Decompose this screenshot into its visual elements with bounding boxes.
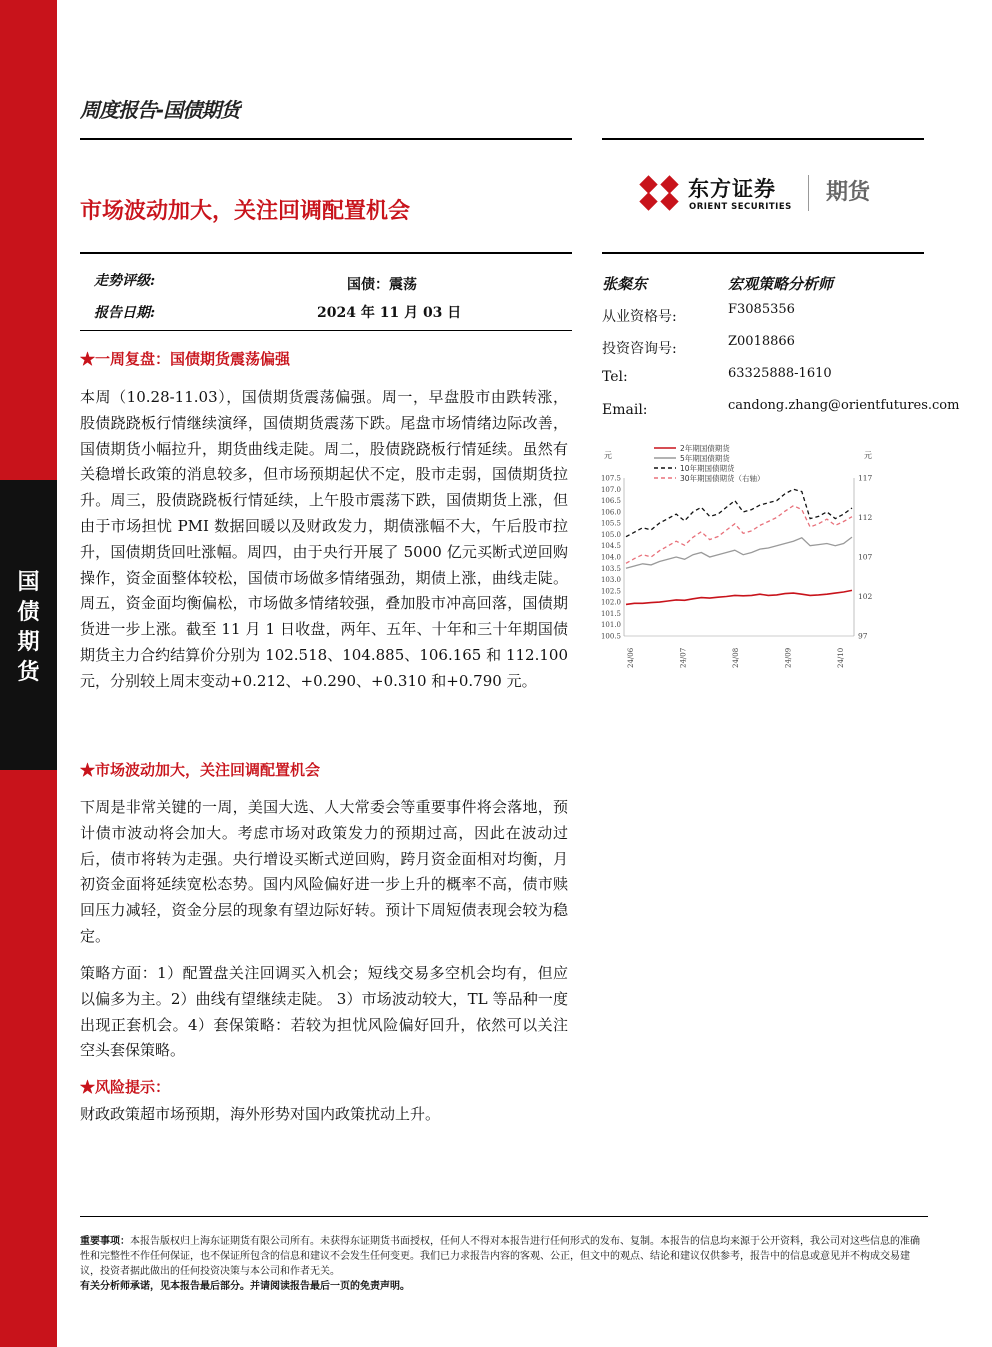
y-left-unit: 元 (604, 451, 612, 460)
qualification-label: 从业资格号: (602, 309, 677, 325)
series-line (626, 537, 852, 568)
brand-name: 东方证券 (688, 177, 776, 201)
category-char: 债 (17, 600, 40, 625)
email-label: Email: (602, 402, 648, 418)
footer-rule (80, 1216, 928, 1217)
qualification-value: F3085356 (728, 302, 795, 317)
rating-value: 国债：震荡 (347, 277, 417, 293)
report-type-title: 周度报告-国债期货 (80, 98, 240, 122)
date-label: 报告日期: (94, 305, 156, 321)
y-left-tick: 105.5 (600, 519, 621, 528)
meta-rule (80, 330, 572, 331)
section-body-weekly-review: 本周（10.28-11.03），国债期货震荡偏强。周一，早盘股市由跌转涨，股债跷跷板行情继续演绎，国债期货震荡下跌。尾盘市场情绪边际改善，国债期货小幅拉升，期货曲线走陡。周二，股债跷跷板行情延续。虽然有关稳增长政策的消息较多，但市场预期起伏不定，股市走弱，国债期货拉升。周三，股债跷跷板行情延续，上午股市震荡下跌，国债期货上涨，但由于市场担忧 PMI 数据回暖以及财政发力，期债涨幅不大，午后股市拉升，国债期货回吐涨幅。周四，由于央行开展了 5000 亿元买断式逆回购操作，资金面整体较松，国债市场做多情绪强劲，期债上涨，曲线走陡。周五，资金面均衡偏松，市场做多情绪较强，叠加股市冲高回落，国债期货进一步上涨。截至 11 月 1 日收盘，两年、五年、十年和三十年期国债期货主力合约结算价分别为 102.518、104.885、106.165 和 112.100 元，分别较上周末变动+0.212、+0.290、+0.310 和+0.790 元。 (80, 388, 568, 690)
disclaimer (80, 1234, 928, 1294)
y-left-tick: 100.5 (600, 632, 621, 641)
x-tick: 24/08 (732, 647, 740, 668)
x-tick: 24/06 (627, 647, 635, 668)
y-left-tick: 103.0 (600, 576, 621, 585)
y-left-tick: 104.5 (600, 542, 621, 551)
legend-label: 10年期国债期货 (680, 464, 735, 473)
y-right-unit: 元 (864, 451, 872, 460)
disclaimer-note: 有关分析师承诺，见本报告最后部分。并请阅读报告最后一页的免责声明。 (80, 1281, 410, 1292)
legend-label: 5年期国债期货 (680, 454, 730, 463)
y-right-tick: 117 (858, 473, 873, 483)
x-tick: 24/09 (784, 647, 793, 668)
rating-label: 走势评级: (94, 273, 156, 289)
y-right-tick: 102 (858, 592, 873, 601)
consult-value: Z0018866 (728, 334, 795, 349)
disclaimer-text: 本报告版权归上海东证期货有限公司所有。未获得东证期货书面授权，任何人不得对本报告进行任何形式的发布、复制。本报告的信息均来源于公开资料，我公司对这些信息的准确性和完整性不作任何保证，也不保证所包含的信息和建议不会发生任何变更。我们已力求报告内容的客观、公正，但文中的观点、结论和建议仅供参考，报告中的信息或意见并不构成交易建议，投资者据此做出的任何投资决策与本公司和作者无关。 (80, 1236, 920, 1277)
y-right-tick: 107 (858, 552, 873, 562)
report-title: 市场波动加大，关注回调配置机会 (80, 199, 411, 224)
category-char: 国 (17, 570, 40, 595)
y-left-tick: 102.5 (600, 587, 621, 596)
analyst-name: 张粲东 (602, 275, 648, 293)
y-right-tick: 112 (858, 513, 873, 522)
section-body-strategy: 策略方面：1）配置盘关注回调买入机会；短线交易多空机会均有，但应以偏多为主。2）曲线有望继续走陡。 3）市场波动较大，TL 等品种一度出现正套机会。4）套保策略：若较为担忧风险偏好回升，依然可以关注空头套保策略。 (80, 964, 568, 1060)
series-line (626, 489, 852, 536)
tel-value: 63325888-1610 (728, 366, 832, 381)
consult-label: 投资咨询号: (602, 341, 677, 357)
y-left-tick: 101.0 (600, 621, 621, 630)
y-left-tick: 102.0 (600, 598, 621, 607)
x-tick: 24/07 (679, 647, 688, 668)
category-char: 货 (17, 660, 40, 685)
y-left-tick: 103.5 (600, 564, 621, 573)
title-rule-right (602, 252, 924, 254)
section-body-risk: 财政政策超市场预期，海外形势对国内政策扰动上升。 (80, 1105, 441, 1123)
section-heading-outlook: ★市场波动加大，关注回调配置机会 (80, 761, 321, 779)
category-label (0, 568, 57, 688)
section-body-outlook: 下周是非常关键的一周，美国大选、人大常委会等重要事件将会落地，预计债市波动将会加大。考虑市场对政策发力的预期过高，因此在波动过后，债市将转为走强。央行增设买断式逆回购，跨月资金面相对均衡，月初资金面将延续宽松态势。国内风险偏好进一步上升的概率不高，债市赎回压力减轻，资金分层的现象有望边际好转。预计下周短债表现会较为稳定。 (80, 798, 568, 945)
brand-futures: 期货 (826, 180, 871, 205)
section-heading-weekly-review: ★一周复盘：国债期货震荡偏强 (80, 350, 291, 368)
y-left-tick: 107.0 (600, 485, 621, 494)
y-left-tick: 105.0 (600, 530, 621, 539)
tel-label: Tel: (602, 369, 628, 385)
y-left-tick: 107.5 (600, 474, 621, 483)
brand-divider (808, 175, 809, 211)
series-line (626, 506, 852, 564)
email-link[interactable]: candong.zhang@orientfutures.com (728, 398, 960, 413)
header-rule-right (602, 138, 924, 140)
legend-label: 30年期国债期货（右轴） (680, 474, 765, 483)
date-value: 2024 年 11 月 03 日 (317, 305, 462, 321)
bond-futures-chart (592, 440, 892, 670)
header-rule-left (80, 138, 572, 140)
category-char: 期 (17, 630, 40, 655)
orient-logo-icon (634, 170, 684, 216)
series-line (626, 590, 852, 604)
y-left-tick: 106.0 (600, 508, 621, 517)
x-tick: 24/10 (837, 647, 845, 668)
section-heading-risk: ★风险提示： (80, 1078, 171, 1096)
y-right-tick: 97 (858, 631, 868, 641)
disclaimer-label: 重要事项： (80, 1236, 130, 1247)
y-left-tick: 104.0 (600, 553, 621, 562)
legend-label: 2年期国债期货 (680, 444, 730, 453)
analyst-role: 宏观策略分析师 (728, 275, 834, 293)
y-left-tick: 106.5 (600, 497, 621, 506)
y-left-tick: 101.5 (600, 609, 621, 618)
brand-english: ORIENT SECURITIES (689, 202, 792, 212)
title-rule-left (80, 252, 572, 254)
